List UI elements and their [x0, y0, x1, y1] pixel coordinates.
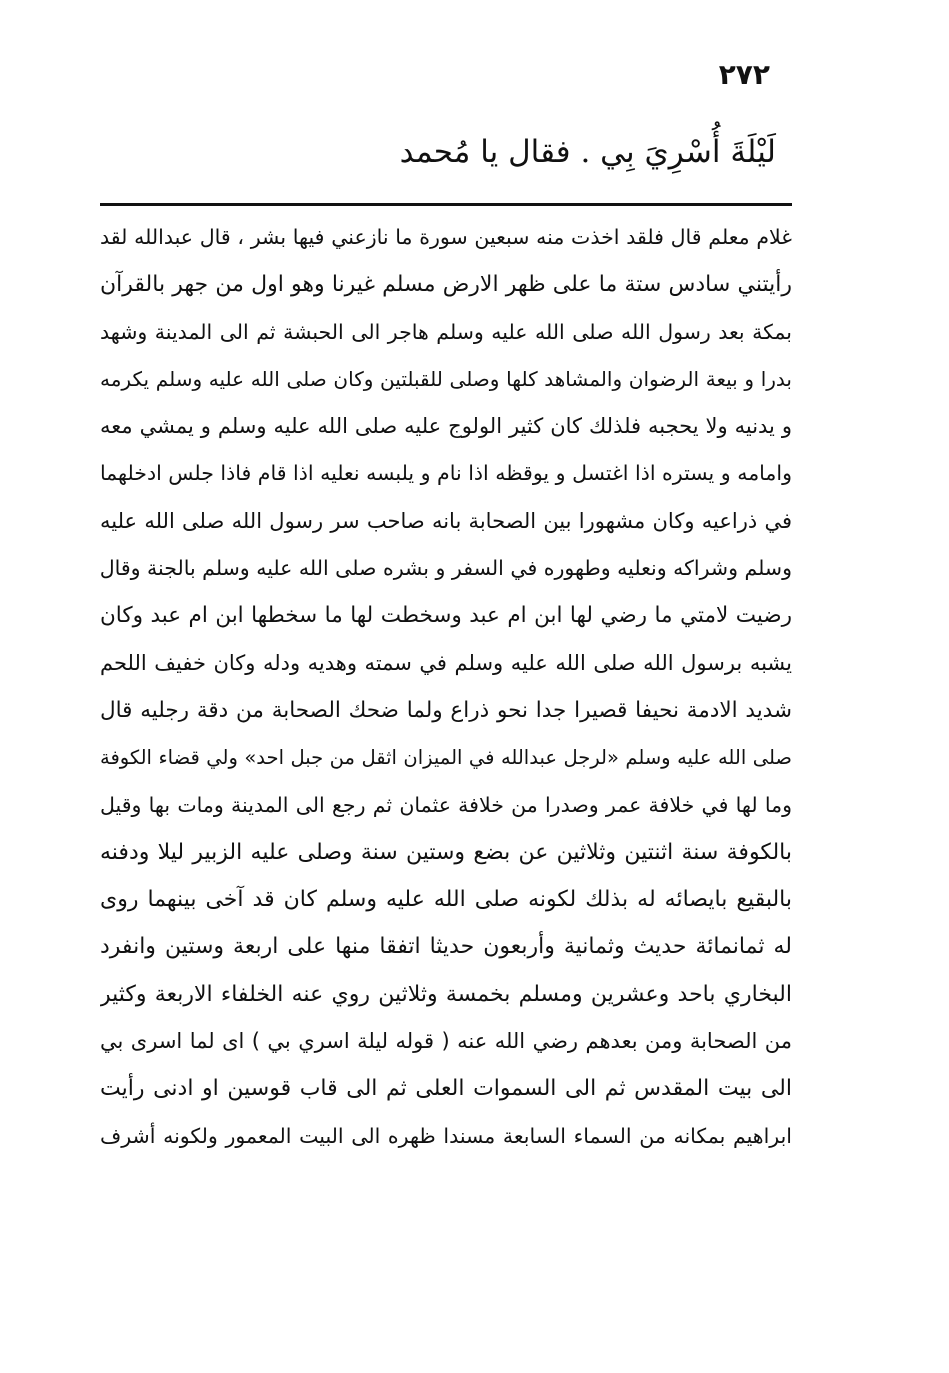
text-line: وامامه و يستره اذا اغتسل و يوقظه اذا نام و يلبسه نعليه اذا قام فاذا جلس ادخلهما [100, 461, 792, 486]
text-line: غلام معلم قال فلقد اخذت منه سبعين سورة ما نازعني فيها بشر ، قال عبدالله لقد [100, 225, 792, 249]
page-number: ٢٧٢ [718, 58, 770, 91]
text-line: شديد الادمة نحيفا قصيرا جدا نحو ذراع ولما ضحك الصحابة من دقة رجليه قال [100, 697, 792, 723]
page-heading: لَيْلَةَ أُسْرِيَ بِي . فقال يا مُحمد [399, 134, 776, 170]
body-text [100, 214, 792, 1160]
heading-divider [100, 203, 792, 206]
text-line: الى بيت المقدس ثم الى السموات العلى ثم الى قاب قوسين او ادنى رأيت [100, 1076, 792, 1102]
text-line: من الصحابة ومن بعدهم رضي الله عنه ( قوله ليلة اسري بي ) اى لما اسرى بي [100, 1029, 792, 1054]
text-line: البخاري باحد وعشرين ومسلم بخمسة وثلاثين روي عنه الخلفاء الاربعة وكثير [100, 981, 792, 1007]
text-line: صلى الله عليه وسلم «لرجل عبدالله في الميزان اثقل من جبل احد» ولي قضاء الكوفة [100, 746, 792, 770]
text-line: بالكوفة سنة اثنتين وثلاثين عن بضع وستين سنة وصلى عليه الزبير ليلا ودفنه [100, 839, 792, 865]
text-line: ابراهيم بمكانه من السماء السابعة مسندا ظهره الى البيت المعمور ولكونه أشرف [100, 1123, 792, 1148]
text-line: رأيتني سادس ستة ما على ظهر الارض مسلم غيرنا وهو اول من جهر بالقرآن [100, 272, 792, 298]
text-line: بالبقيع بايصائه له بذلك لكونه صلى الله عليه وسلم كان قد آخى بينهما روى [100, 887, 792, 913]
text-line: وسلم وشراكه ونعليه وطهوره في السفر و بشره صلى الله عليه وسلم بالجنة وقال [100, 556, 792, 581]
text-line: في ذراعيه وكان مشهورا بين الصحابة بانه صاحب سر رسول الله صلى الله عليه [100, 508, 792, 533]
text-line: بدرا و بيعة الرضوان والمشاهد كلها وصلى للقبلتين وكان صلى الله عليه وسلم يكرمه [100, 366, 792, 391]
text-line: رضيت لامتي ما رضي لها ابن ام عبد وسخطت لها ما سخطها ابن ام عبد وكان [100, 603, 792, 629]
text-line: بمكة بعد رسول الله صلى الله عليه وسلم هاجر الى الحبشة ثم الى المدينة وشهد [100, 319, 792, 344]
text-line: له ثمانمائة حديث وثمانية وأربعون حديثا اتفقا منها على اربعة وستين وانفرد [100, 934, 792, 960]
text-line: يشبه برسول الله صلى الله عليه وسلم في سمته وهديه ودله وكان خفيف اللحم [100, 650, 792, 675]
text-line: و يدنيه ولا يحجبه فلذلك كان كثير الولوج عليه صلى الله عليه وسلم و يمشي معه [100, 414, 792, 439]
text-line: وما لها في خلافة عمر وصدرا من خلافة عثمان ثم رجع الى المدينة ومات بها وقيل [100, 792, 792, 817]
